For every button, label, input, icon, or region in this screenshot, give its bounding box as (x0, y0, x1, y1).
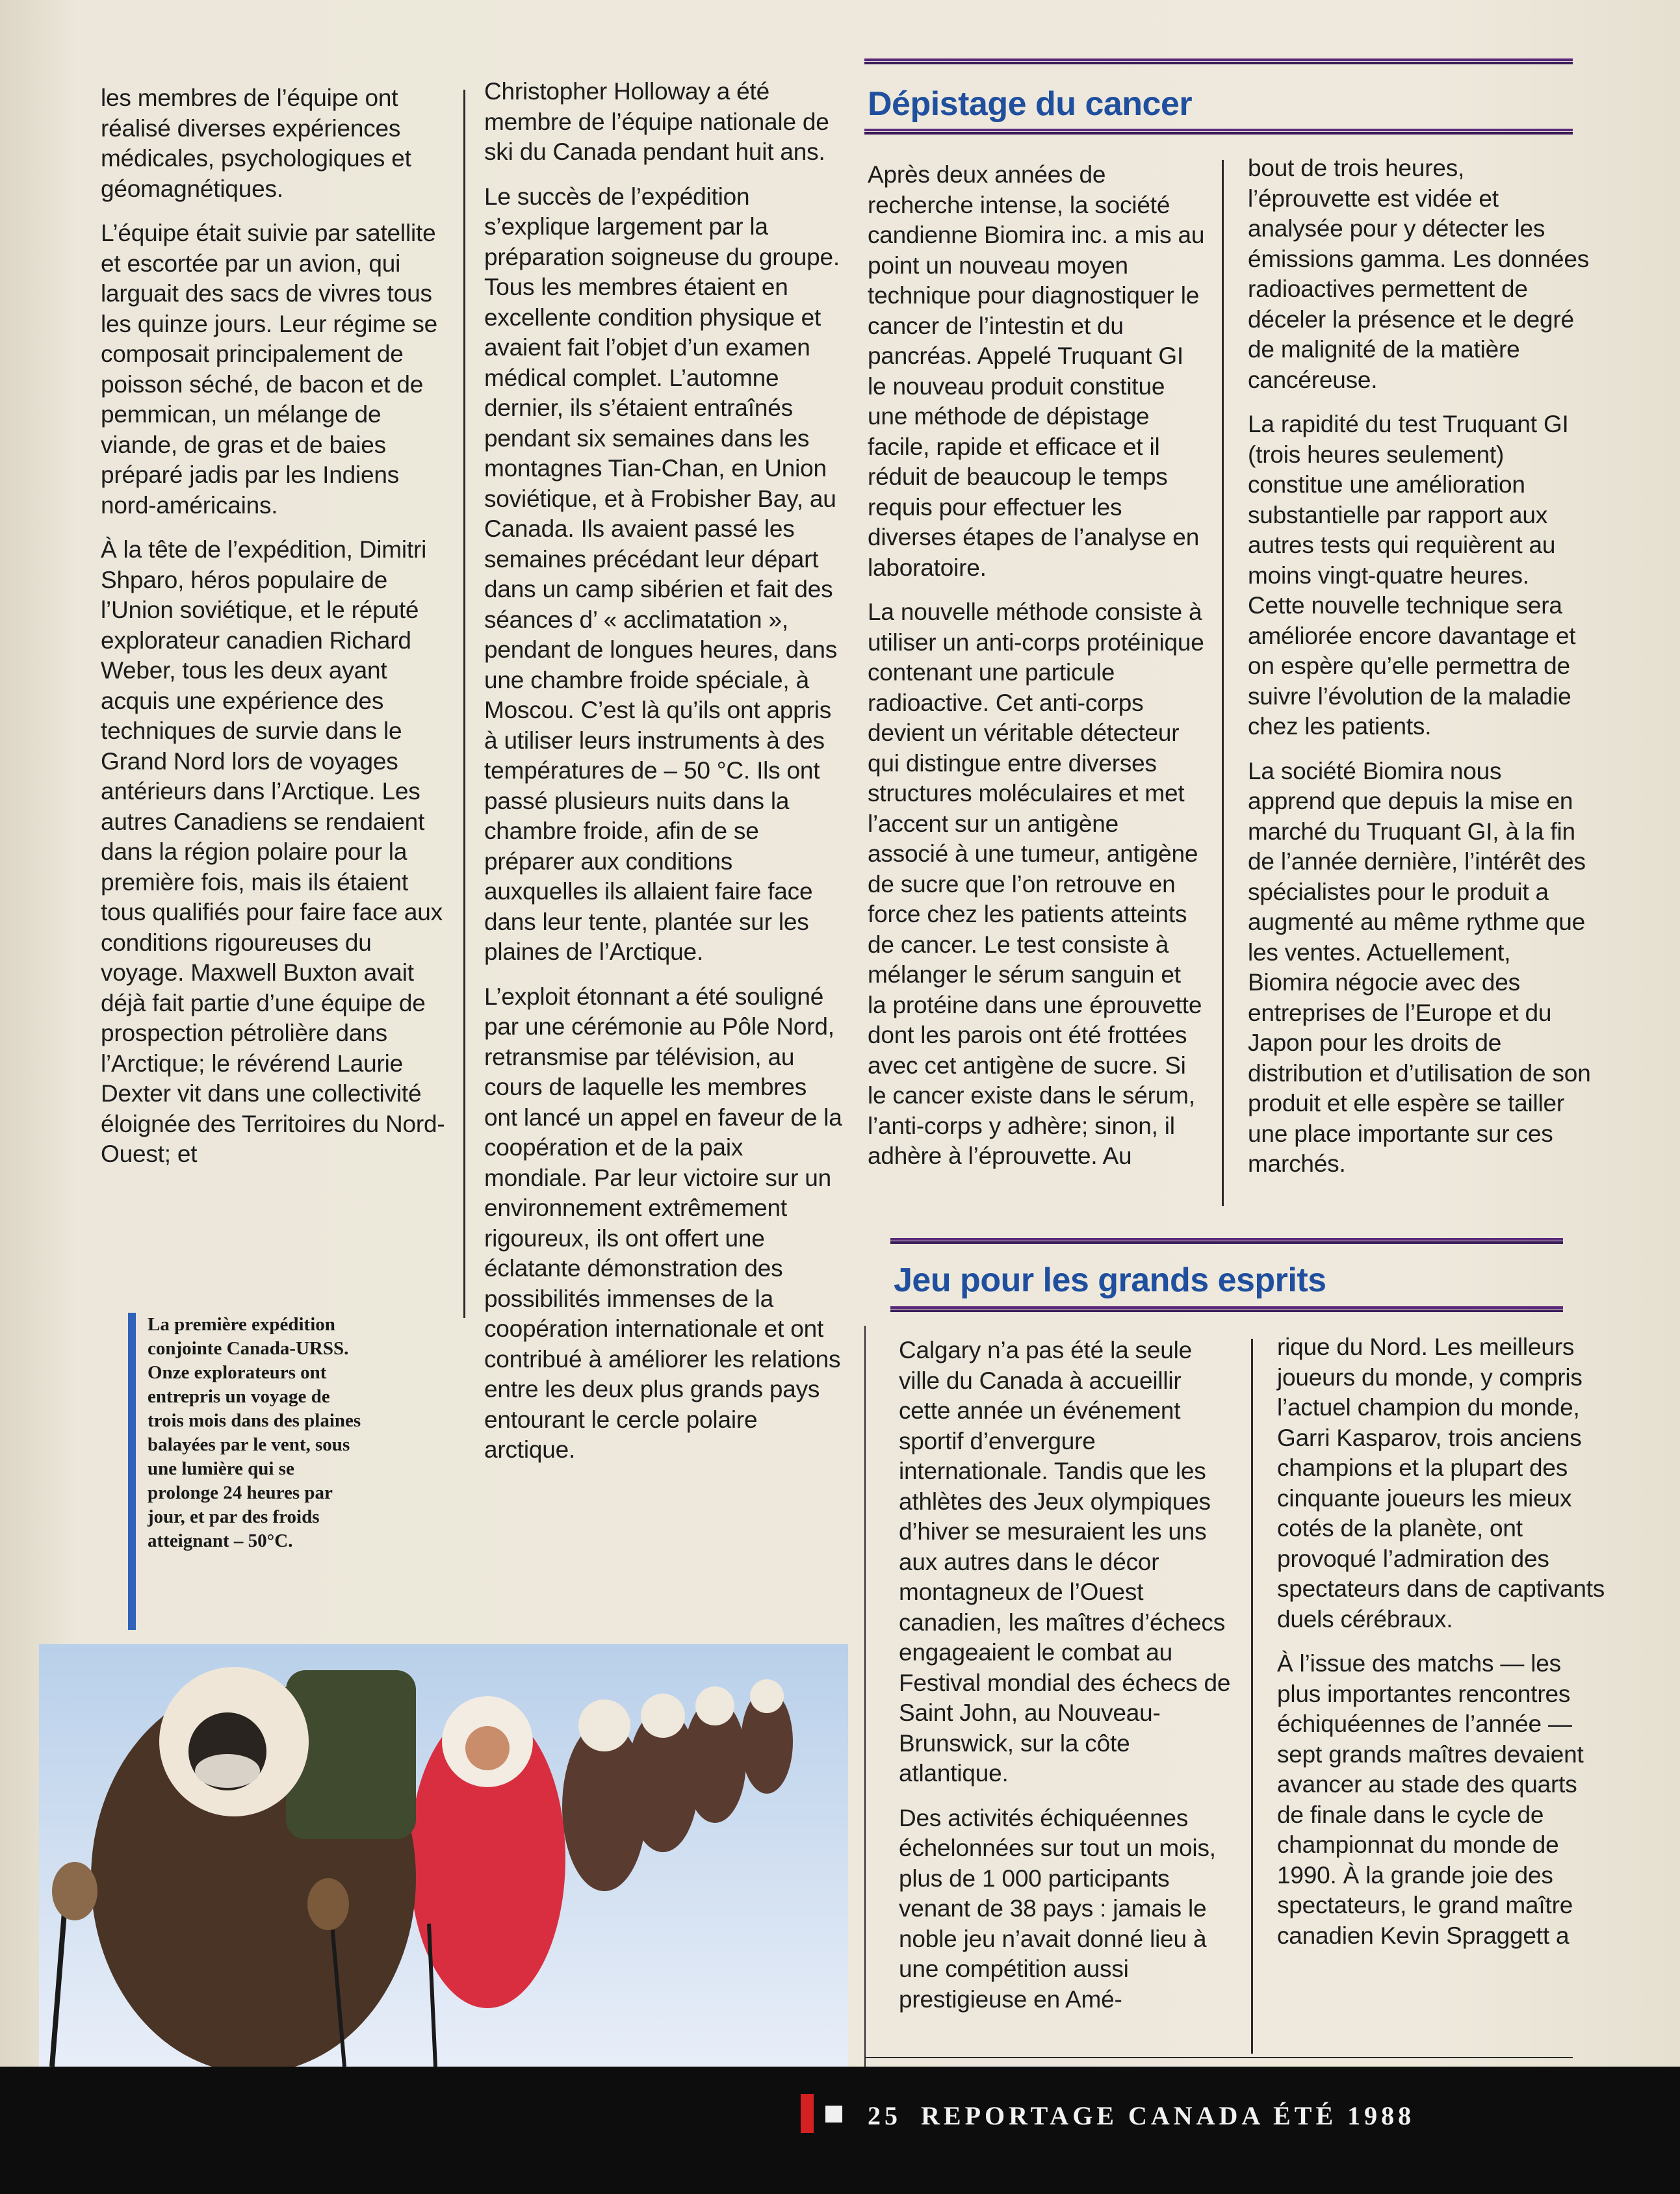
paragraph: Des activités échiquéennes échelonnées sur tout un mois, plus de 1 000 participants venant de 38 pays : jamais le noble jeu n’avait donné lieu à une compétition aussi prestigieuse en Amé- (899, 1804, 1216, 2013)
article-column-1 (101, 83, 445, 1184)
page-frame-line (864, 1326, 866, 2067)
paragraph: L’exploit étonnant a été souligné par une cérémonie au Pôle Nord, retransmise par télévision, au cours de laquelle les membres ont lancé un appel en faveur de la coopération et de la paix mondiale. Par leur victoire sur un environnement extrêmement rigoureux, ils ont offert une éclatante démonstration des possibilités immenses de la coopération internationale et ont contribué à améliorer les relations entre les deux plus grands pays entourant le cercle polaire arctique. (484, 983, 842, 1463)
paragraph: Christopher Holloway a été membre de l’équipe nationale de ski du Canada pendant huit ans. (484, 78, 829, 165)
caption-text: La première expédition conjointe Canada-URSS. Onze explorateurs ont entrepris un voyage de trois mois dans des plaines balayées par le vent, sous une lumière qui se prolonge 24 heures par jour, et par des froids atteignant – 50°C. (148, 1314, 361, 1551)
paragraph: À la tête de l’expédition, Dimitri Shparo, héros populaire de l’Union soviétique, et le réputé explorateur canadien Richard Weber, tous les deux ayant acquis une expérience des techniques de survie dans le Grand Nord lors de voyages antérieurs dans l’Arctique. Les autres Canadiens se rendaient dans la région polaire pour la première fois, mais ils étaient tous qualifiés pour faire face aux conditions rigoureuses du voyage. Maxwell Buxton avait déjà fait partie d’une équipe de prospection pétrolière dans l’Arctique; le révérend Laurie Dexter vit dans une collectivité éloignée des Territoires du Nord-Ouest; et (101, 536, 445, 1167)
photo-caption (128, 1313, 362, 1553)
chess-column-b (1277, 1332, 1609, 1965)
section-heading-cancer: Dépistage du cancer (868, 85, 1193, 123)
paragraph: Après deux années de recherche intense, la société candienne Biomira inc. a mis au point un nouveau moyen technique pour diagnostiquer le cancer de l’intestin et du pancréas. Appelé Truquant GI le nouveau produit constitue une méthode de dépistage facile, rapide et efficace et il réduit de beaucoup le temps requis pour effectuer les diverses étapes de l’analyse en laboratoire. (868, 161, 1205, 581)
paragraph: Le succès de l’expédition s’explique largement par la préparation soigneuse du groupe. Tous les membres étaient en excellente condition physique et avaient fait l’objet d’un examen médical complet. L’automne dernier, ils s’étaient entraînés pendant six semaines dans les montagnes Tian-Chan, en Union soviétique, et à Frobisher Bay, au Canada. Ils avaient passé les semaines précédant leur départ dans un camp sibérien et fait des séances d’ « acclimatation », pendant de longues heures, dans une chambre froide spéciale, à Moscou. C’est là qu’ils ont appris à utiliser leurs instruments à des températures de – 50 °C. Ils ont passé plusieurs nuits dans la chambre froide, afin de se préparer aux conditions auxquelles ils allaient faire face dans leur tente, plantée sur les plaines de l’Arctique. (484, 183, 840, 965)
chess-column-a (899, 1336, 1237, 2029)
column-divider (463, 90, 465, 1318)
paragraph: bout de trois heures, l’éprouvette est vidée et analysée pour y détecter les émissions gamma. Les données radioactives permettent de déceler la présence et le degré de malignité de la matière cancéreuse. (1248, 155, 1590, 393)
footer-line (868, 2100, 1415, 2131)
cancer-column-b (1248, 153, 1592, 1194)
section-bottom-rule (864, 129, 1573, 135)
paragraph: À l’issue des matchs — les plus importantes rencontres échiquéennes de l’année — sept grands maîtres devaient avancer au stade des quarts de finale dans le cycle de championnat du monde de 1990. À la grande joie des spectateurs, le grand maître canadien Kevin Spraggett a (1277, 1650, 1584, 1949)
section-heading-chess: Jeu pour les grands esprits (894, 1261, 1326, 1299)
section-top-rule (864, 58, 1573, 64)
page-frame-bottom-line (864, 2057, 1573, 2058)
paragraph: L’équipe était suivie par satellite et escortée par un avion, qui larguait des sacs de vivres tous les quinze jours. Leur régime se composait principalement de poisson séché, de bacon et de pemmican, un mélange de viande, de gras et de baies préparé jadis par les Indiens nord-américains. (101, 220, 438, 519)
cancer-column-a (868, 160, 1206, 1186)
footer-square-icon (825, 2106, 842, 2123)
column-divider (1251, 1339, 1253, 2054)
publication-name: REPORTAGE CANADA ÉTÉ 1988 (921, 2101, 1415, 2130)
paragraph: les membres de l’équipe ont réalisé diverses expériences médicales, psychologiques et géomagnétiques. (101, 84, 411, 202)
column-divider (1222, 160, 1224, 1206)
section-bottom-rule (890, 1306, 1563, 1312)
expedition-photo (39, 1644, 848, 2067)
footer-red-marker (801, 2094, 814, 2133)
paragraph: La société Biomira nous apprend que depuis la mise en marché du Truquant GI, à la fin de l’année dernière, l’intérêt des spécialistes pour le produit a augmenté au même rythme que les ventes. Actuellement, Biomira négocie avec des entreprises de l’Europe et du Japon pour les droits de distribution et d’utilisation de son produit et elle espère se tailler une place importante sur ces marchés. (1248, 757, 1591, 1177)
article-column-2 (484, 77, 845, 1480)
footer-bar (0, 2067, 1680, 2194)
paragraph: La nouvelle méthode consiste à utiliser un anti-corps protéinique contenant une particule radioactive. Cet anti-corps devient un véritable détecteur qui distingue entre diverses structures moléculaires et met l’accent sur un antigène associé à une tumeur, antigène de sucre que l’on retrouve en force chez les patients atteints de cancer. Le test consiste à mélanger le sérum sanguin et la protéine dans une éprouvette dont les parois ont été frottées avec cet antigène de sucre. Si le cancer existe dans le sérum, l’anti-corps y adhère; sinon, il adhère à l’éprouvette. Au (868, 599, 1204, 1169)
page-number: 25 (868, 2101, 901, 2130)
paragraph: La rapidité du test Truquant GI (trois heures seulement) constitue une amélioration substantielle par rapport aux autres tests qui requièrent au moins vingt-quatre heures. Cette nouvelle technique sera améliorée encore davantage et on espère qu’elle permettra de suivre l’évolution de la maladie chez les patients. (1248, 411, 1576, 740)
paragraph: rique du Nord. Les meilleurs joueurs du monde, y compris l’actuel champion du monde, Garri Kasparov, trois anciens champions et la plupart des cinquante joueurs les mieux cotés de la planète, ont provoqué l’admiration des spectateurs dans de captivants duels cérébraux. (1277, 1334, 1605, 1633)
section-top-rule (890, 1238, 1563, 1244)
expedition-photo-illustration (39, 1644, 848, 2067)
paragraph: Calgary n’a pas été la seule ville du Canada à accueillir cette année un événement sportif d’envergure internationale. Tandis que les athlètes des Jeux olympiques d’hiver se mesuraient les uns aux autres dans le décor montagneux de l’Ouest canadien, les maîtres d’échecs engageaient le combat au Festival mondial des échecs de Saint John, au Nouveau-Brunswick, sur la côte atlantique. (899, 1337, 1231, 1787)
